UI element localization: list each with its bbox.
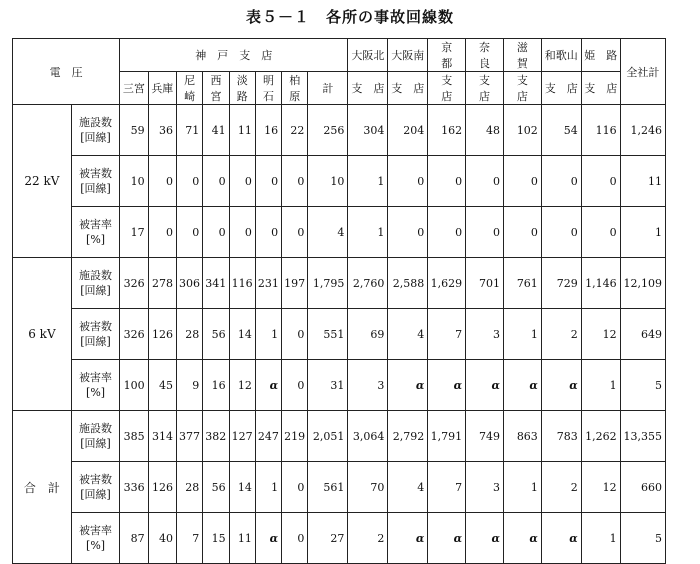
metric-name: 被害数 (79, 167, 113, 180)
table-cell: 0 (203, 207, 229, 258)
table-cell: 326 (120, 258, 148, 309)
table-cell: 1,629 (428, 258, 466, 309)
table-cell: 701 (466, 258, 504, 309)
table-cell: 7 (428, 462, 466, 513)
table-cell: α (428, 360, 466, 411)
table-cell: 12,109 (620, 258, 665, 309)
table-row (13, 462, 666, 513)
header-voltage: 電 圧 (13, 39, 120, 105)
table-cell: 256 (308, 105, 348, 156)
table-cell: 2,588 (388, 258, 428, 309)
voltage-label: 22 kV (13, 105, 72, 258)
table-cell: 16 (255, 105, 281, 156)
metric-label (71, 309, 119, 360)
metric-name: 被害率 (79, 371, 113, 384)
table-cell: 2,792 (388, 411, 428, 462)
table-cell: 0 (229, 156, 255, 207)
metric-unit: [回線] (80, 284, 111, 297)
table-cell: 0 (177, 156, 203, 207)
table-cell: 0 (541, 207, 581, 258)
table-cell: 10 (120, 156, 148, 207)
table-cell: 14 (229, 462, 255, 513)
table-cell: α (466, 360, 504, 411)
table-cell: 4 (388, 309, 428, 360)
header-kobe-hyogo: 兵庫 (148, 72, 176, 105)
table-cell: 11 (229, 513, 255, 564)
table-cell: 5 (620, 360, 665, 411)
table-cell: 48 (466, 105, 504, 156)
table-cell: 0 (581, 156, 620, 207)
table-cell: 12 (581, 309, 620, 360)
table-cell: 0 (428, 207, 466, 258)
header-branch-suffix: 支 店 (503, 72, 541, 105)
table-cell: 385 (120, 411, 148, 462)
table-cell: 561 (308, 462, 348, 513)
metric-unit: [回線] (80, 437, 111, 450)
table-cell: 116 (581, 105, 620, 156)
table-cell: 314 (148, 411, 176, 462)
table-cell: α (255, 360, 281, 411)
table-cell: 16 (203, 360, 229, 411)
table-cell: 126 (148, 462, 176, 513)
table-cell: 1 (255, 462, 281, 513)
table-cell: 0 (428, 156, 466, 207)
table-cell: 1,262 (581, 411, 620, 462)
metric-name: 被害数 (79, 320, 113, 333)
header-kobe-subtotal: 計 (308, 72, 348, 105)
table-row (13, 156, 666, 207)
table-cell: 4 (388, 462, 428, 513)
table-cell: 3 (348, 360, 388, 411)
table-cell: 0 (282, 156, 308, 207)
table-cell: 116 (229, 258, 255, 309)
table-cell: 247 (255, 411, 281, 462)
table-cell: 0 (282, 513, 308, 564)
metric-unit: [%] (86, 539, 106, 552)
header-branch-suffix: 支 店 (466, 72, 504, 105)
table-cell: 5 (620, 513, 665, 564)
header-branch-wakayama: 和歌山 (541, 39, 581, 72)
table-cell: 127 (229, 411, 255, 462)
table-cell: 1 (255, 309, 281, 360)
table-cell: 382 (203, 411, 229, 462)
table-cell: 14 (229, 309, 255, 360)
metric-label (71, 156, 119, 207)
header-kobe-branch: 神 戸 支 店 (120, 39, 348, 72)
table-cell: 204 (388, 105, 428, 156)
metric-label (71, 360, 119, 411)
table-cell: 306 (177, 258, 203, 309)
table-cell: 0 (255, 207, 281, 258)
metric-label (71, 411, 119, 462)
table-cell: 377 (177, 411, 203, 462)
metric-unit: [回線] (80, 182, 111, 195)
table-cell: 0 (203, 156, 229, 207)
table-cell: 54 (541, 105, 581, 156)
table-cell: 28 (177, 309, 203, 360)
table-cell: 0 (466, 207, 504, 258)
table-cell: 0 (177, 207, 203, 258)
table-body (13, 105, 666, 564)
table-cell: 551 (308, 309, 348, 360)
table-cell: 219 (282, 411, 308, 462)
voltage-label: 6 kV (13, 258, 72, 411)
table-cell: 13,355 (620, 411, 665, 462)
table-row (13, 258, 666, 309)
metric-label (71, 258, 119, 309)
table-cell: 12 (581, 462, 620, 513)
table-cell: 0 (466, 156, 504, 207)
table-cell: α (503, 360, 541, 411)
table-cell: 41 (203, 105, 229, 156)
table-cell: 56 (203, 462, 229, 513)
table-cell: 863 (503, 411, 541, 462)
table-cell: 1,795 (308, 258, 348, 309)
table-cell: 660 (620, 462, 665, 513)
table-cell: 0 (229, 207, 255, 258)
header-kobe-awaji: 淡路 (229, 72, 255, 105)
table-cell: 0 (282, 207, 308, 258)
table-cell: 0 (503, 156, 541, 207)
table-cell: 0 (148, 156, 176, 207)
table-cell: α (541, 513, 581, 564)
table-cell: 1 (581, 360, 620, 411)
table-cell: 1 (348, 156, 388, 207)
table-cell: 1 (503, 309, 541, 360)
table-cell: 1 (620, 207, 665, 258)
table-cell: 27 (308, 513, 348, 564)
table-cell: 36 (148, 105, 176, 156)
table-cell: 71 (177, 105, 203, 156)
table-cell: 7 (428, 309, 466, 360)
header-branch-shiga: 滋 賀 (503, 39, 541, 72)
table-cell: 22 (282, 105, 308, 156)
table-cell: 761 (503, 258, 541, 309)
header-branch-suffix: 支 店 (388, 72, 428, 105)
metric-unit: [%] (86, 386, 106, 399)
table-cell: 3 (466, 309, 504, 360)
metric-name: 施設数 (79, 116, 113, 129)
header-branch-suffix: 支 店 (348, 72, 388, 105)
table-cell: 326 (120, 309, 148, 360)
header-kobe-amagasaki: 尼崎 (177, 72, 203, 105)
table-row (13, 207, 666, 258)
table-cell: α (388, 513, 428, 564)
table-cell: 0 (388, 207, 428, 258)
table-cell: 0 (581, 207, 620, 258)
header-branch-osaka-kita: 大阪北 (348, 39, 388, 72)
table-cell: 1,146 (581, 258, 620, 309)
table-cell: α (503, 513, 541, 564)
table-cell: 100 (120, 360, 148, 411)
table-cell: 11 (229, 105, 255, 156)
header-branch-suffix: 支 店 (541, 72, 581, 105)
table-row (13, 105, 666, 156)
table-cell: 2,760 (348, 258, 388, 309)
table-cell: 197 (282, 258, 308, 309)
table-cell: α (388, 360, 428, 411)
table-cell: 1 (348, 207, 388, 258)
metric-unit: [%] (86, 233, 106, 246)
table-cell: 17 (120, 207, 148, 258)
table-cell: 1 (503, 462, 541, 513)
metric-label (71, 105, 119, 156)
metric-name: 施設数 (79, 269, 113, 282)
table-cell: 7 (177, 513, 203, 564)
metric-name: 被害率 (79, 524, 113, 537)
header-branch-kyoto: 京 都 (428, 39, 466, 72)
metric-name: 被害率 (79, 218, 113, 231)
header-kobe-sannomiya: 三宮 (120, 72, 148, 105)
header-branch-suffix: 支 店 (428, 72, 466, 105)
metric-unit: [回線] (80, 488, 111, 501)
table-cell: 3,064 (348, 411, 388, 462)
header-company-total: 全社計 (620, 39, 665, 105)
table-cell: α (428, 513, 466, 564)
table-cell: 0 (282, 360, 308, 411)
table-cell: 15 (203, 513, 229, 564)
table-cell: 649 (620, 309, 665, 360)
table-cell: 783 (541, 411, 581, 462)
table-row (13, 309, 666, 360)
table-cell: 0 (541, 156, 581, 207)
header-kobe-kashiwara: 柏原 (282, 72, 308, 105)
table-cell: 9 (177, 360, 203, 411)
table-cell: 102 (503, 105, 541, 156)
metric-name: 施設数 (79, 422, 113, 435)
table-cell: 0 (503, 207, 541, 258)
header-kobe-nishinomiya: 西宮 (203, 72, 229, 105)
table-cell: 0 (282, 309, 308, 360)
header-branch-osaka-minami: 大阪南 (388, 39, 428, 72)
table-cell: 59 (120, 105, 148, 156)
header-branch-himeji: 姫 路 (581, 39, 620, 72)
table-cell: 31 (308, 360, 348, 411)
table-cell: 336 (120, 462, 148, 513)
table-cell: 70 (348, 462, 388, 513)
table-cell: α (541, 360, 581, 411)
metric-label (71, 207, 119, 258)
table-cell: 0 (255, 156, 281, 207)
table-cell: 45 (148, 360, 176, 411)
table-cell: 3 (466, 462, 504, 513)
table-cell: 0 (282, 462, 308, 513)
table-cell: 0 (388, 156, 428, 207)
accident-circuits-table (12, 38, 666, 564)
table-row (13, 411, 666, 462)
table-cell: 11 (620, 156, 665, 207)
table-cell: 40 (148, 513, 176, 564)
table-cell: 126 (148, 309, 176, 360)
table-row (13, 513, 666, 564)
table-row (13, 360, 666, 411)
table-title: 表５－１ 各所の事故回線数 (245, 8, 454, 26)
table-cell: 2 (348, 513, 388, 564)
metric-unit: [回線] (80, 335, 111, 348)
table-cell: 2 (541, 462, 581, 513)
table-cell: 729 (541, 258, 581, 309)
table-header (13, 39, 666, 105)
metric-label (71, 513, 119, 564)
table-cell: 10 (308, 156, 348, 207)
table-cell: 1,246 (620, 105, 665, 156)
table-cell: 56 (203, 309, 229, 360)
table-cell: 162 (428, 105, 466, 156)
table-cell: α (255, 513, 281, 564)
metric-label (71, 462, 119, 513)
table-cell: 2,051 (308, 411, 348, 462)
metric-unit: [回線] (80, 131, 111, 144)
header-branch-nara: 奈 良 (466, 39, 504, 72)
voltage-label: 合 計 (13, 411, 72, 564)
table-cell: 12 (229, 360, 255, 411)
table-cell: 1,791 (428, 411, 466, 462)
table-cell: 4 (308, 207, 348, 258)
table-cell: 87 (120, 513, 148, 564)
metric-name: 被害数 (79, 473, 113, 486)
table-cell: 749 (466, 411, 504, 462)
table-cell: 341 (203, 258, 229, 309)
table-cell: 304 (348, 105, 388, 156)
header-kobe-akashi: 明石 (255, 72, 281, 105)
table-cell: 1 (581, 513, 620, 564)
table-cell: α (466, 513, 504, 564)
table-cell: 2 (541, 309, 581, 360)
table-cell: 69 (348, 309, 388, 360)
table-cell: 278 (148, 258, 176, 309)
table-cell: 28 (177, 462, 203, 513)
table-cell: 0 (148, 207, 176, 258)
table-cell: 231 (255, 258, 281, 309)
header-branch-suffix: 支 店 (581, 72, 620, 105)
